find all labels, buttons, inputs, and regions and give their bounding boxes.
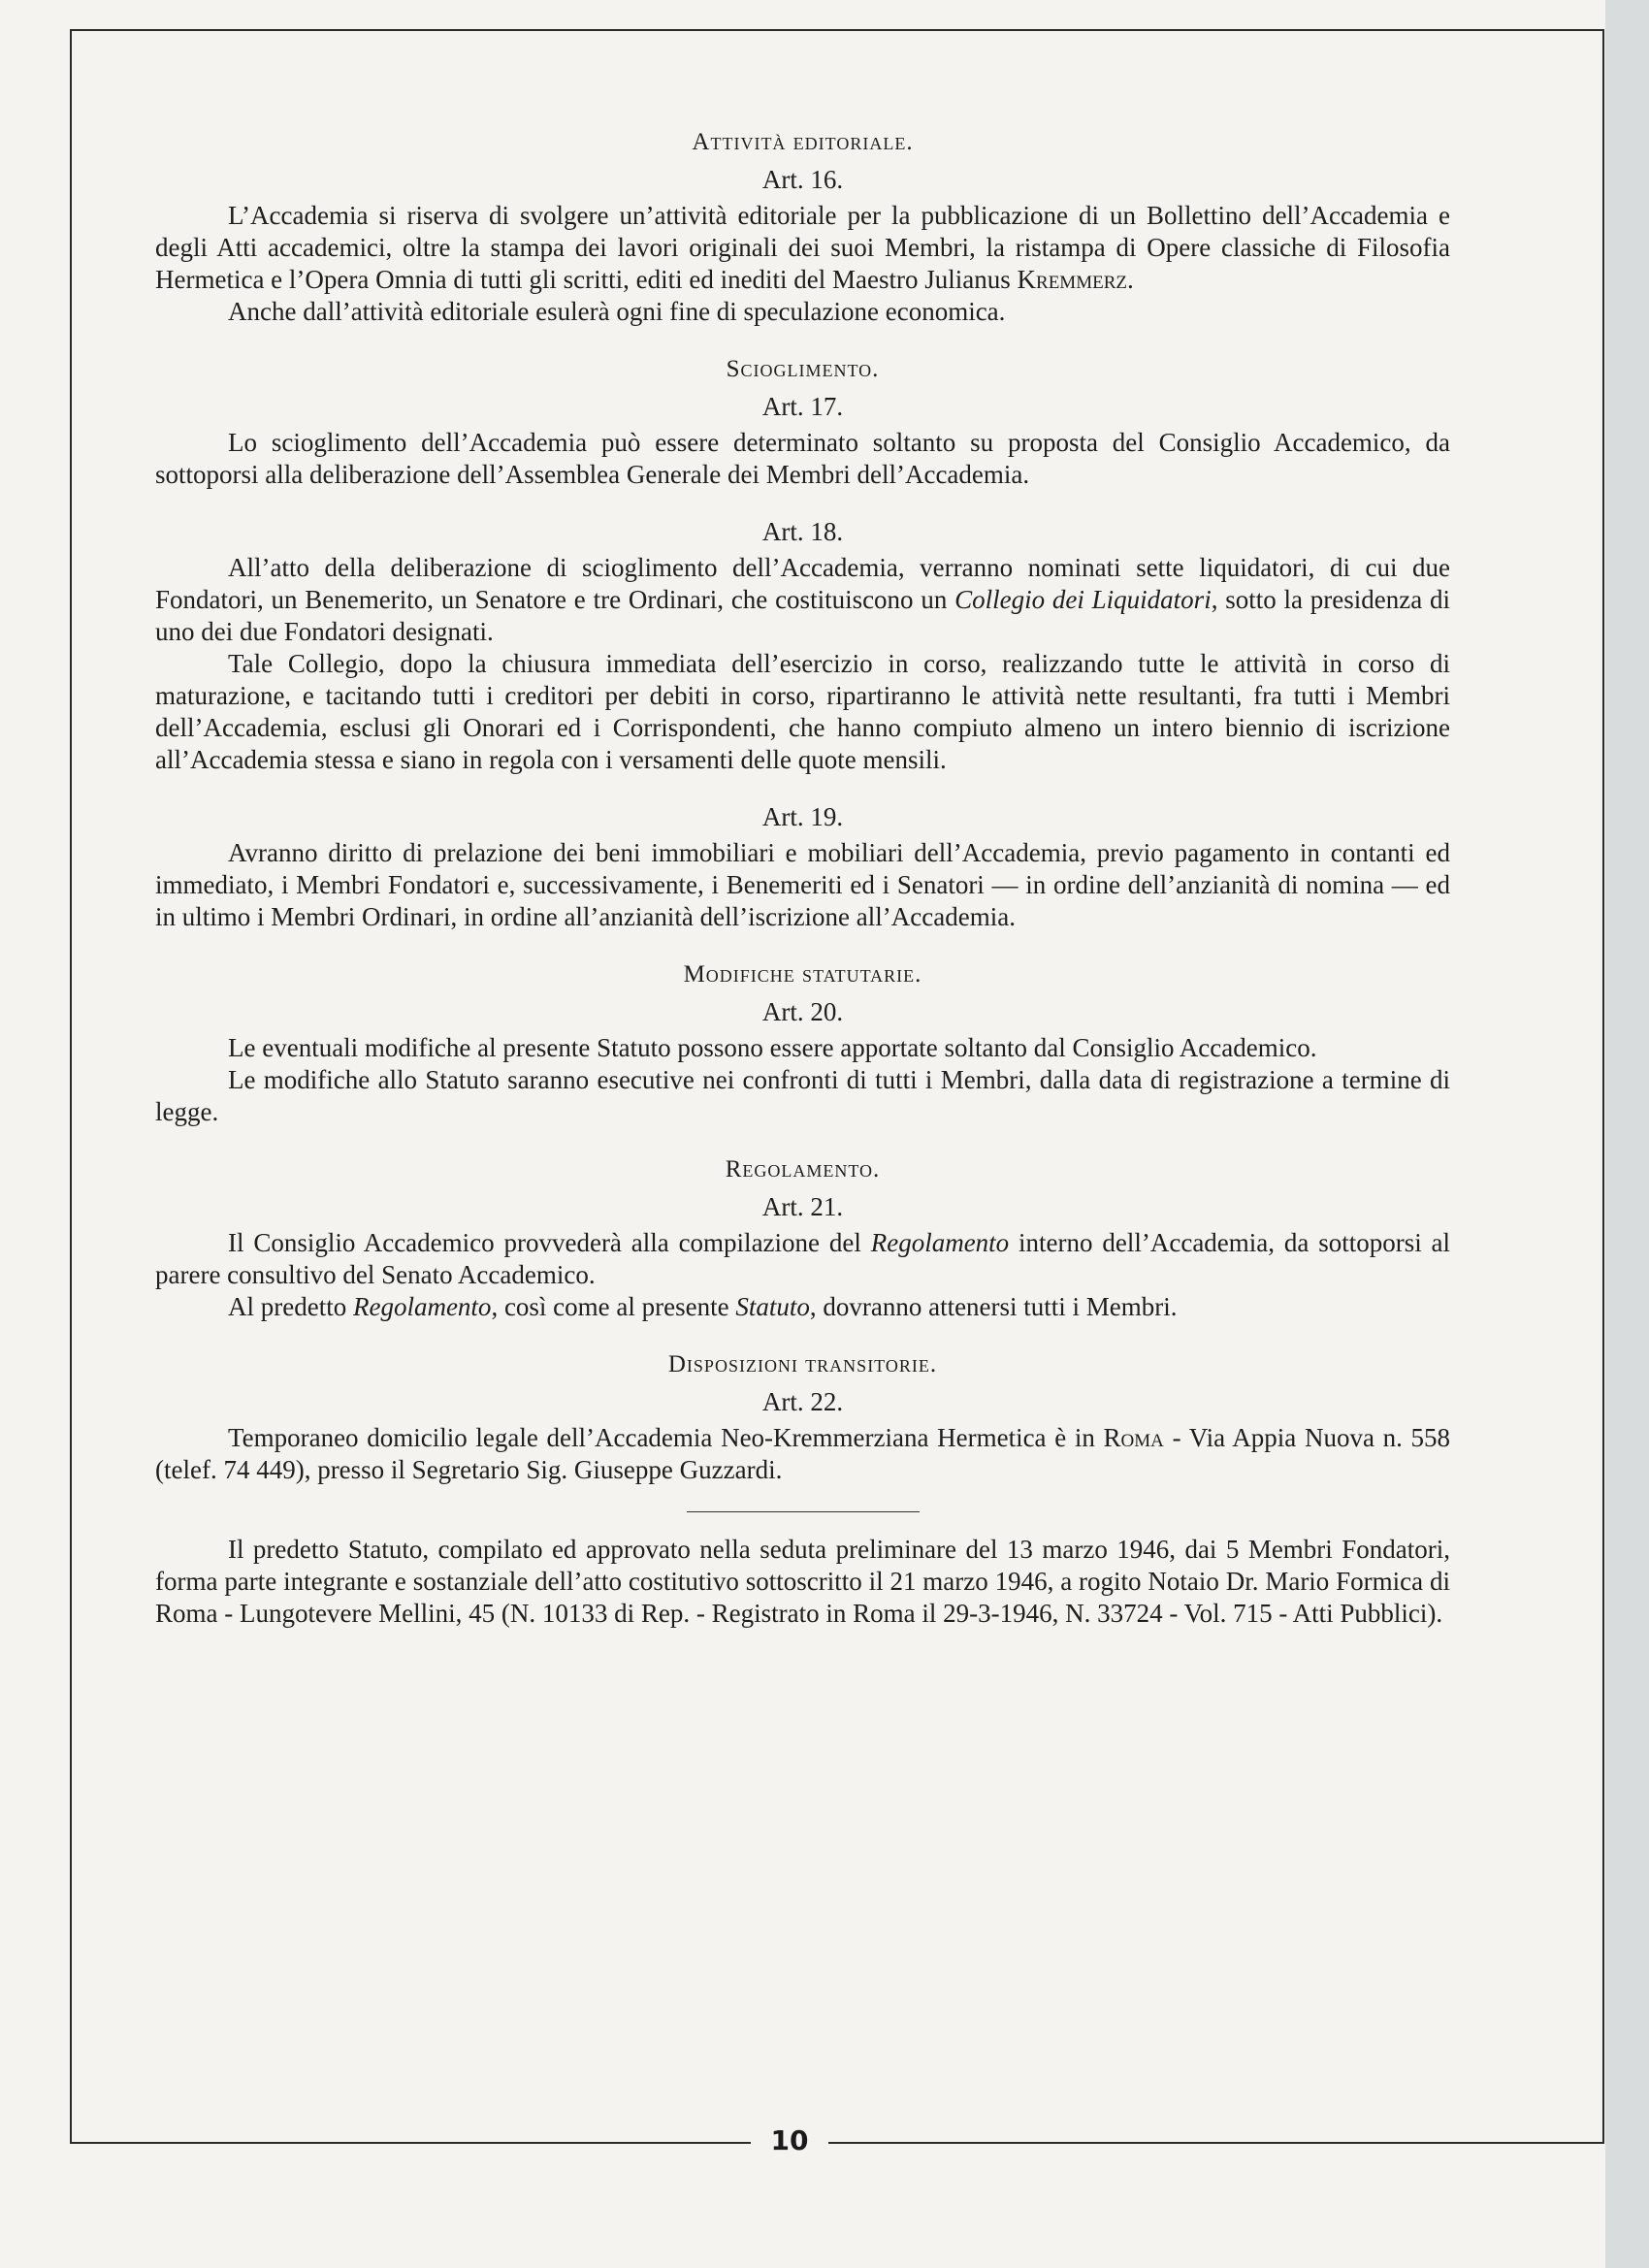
separator-rule — [687, 1511, 920, 1512]
paragraph-text: , così come al presente — [491, 1292, 729, 1321]
section-scioglimento — [155, 353, 1450, 491]
section-heading: Scioglimento. — [726, 356, 880, 382]
section-regolamento — [155, 1153, 1450, 1323]
article-heading: Art. 16. — [761, 165, 844, 194]
article-heading: Art. 19. — [761, 802, 844, 831]
paragraph-text: Temporaneo domicilio legale dell’Accademia Neo-Kremmerziana Hermetica è in — [228, 1423, 1095, 1452]
section-heading: Disposizioni transitorie. — [667, 1351, 938, 1377]
footer-rule-right — [828, 2142, 1602, 2144]
paragraph-text: - Via Appia Nuova n. 558 (telef. 74 449), presso il Segretario Sig. Giuseppe Guzzardi. — [155, 1423, 1451, 1484]
article-19 — [155, 801, 1450, 933]
paragraph-text: . — [1126, 265, 1134, 294]
article-heading: Art. 22. — [761, 1387, 844, 1416]
paragraph-text: interno dell’Accademia, da sottoporsi al parere consultivo del Senato Accademico. — [155, 1228, 1451, 1289]
paragraph-text: L’Accademia si riserva di svolgere un’attività editoriale per la pubblicazione di un Bollettino dell’Accademia e degli Atti accademici, oltre la stampa dei lavori originali dei suoi Membri, la ristampa di Opere classiche di Filosofia Hermetica e l’Opera Omnia di tutti gli scritti, editi ed inediti del Maestro Julianus — [155, 201, 1450, 294]
section-attivita — [155, 126, 1450, 328]
article-paragraph: Le eventuali modifiche al presente Statuto possono essere apportate soltanto dal Consiglio Accademico. — [228, 1033, 1317, 1062]
emphasis-text: Regolamento — [870, 1228, 1010, 1257]
paragraph-text: Il Consiglio Accademico provvederà alla compilazione del — [228, 1228, 861, 1257]
emphasis-text: Collegio dei Liquidatori — [954, 585, 1212, 614]
footer-rule-left — [70, 2142, 751, 2144]
emphasis-text: Regolamento — [352, 1292, 492, 1321]
paragraph-text: All’atto della deliberazione di scioglimento dell’Accademia, verranno nominati sette liquidatori, di cui due Fondatori, un Benemerito, un Senatore e tre Ordinari, che costituiscono un — [155, 553, 1450, 614]
article-heading: Art. 17. — [761, 392, 844, 421]
article-paragraph — [155, 1422, 1450, 1486]
article-heading: Art. 21. — [761, 1192, 844, 1221]
section-heading: Attività editoriale. — [692, 129, 914, 155]
article-heading: Art. 20. — [761, 997, 844, 1026]
paragraph-text: , dovranno attenersi tutti i Membri. — [809, 1292, 1178, 1321]
article-paragraph — [155, 200, 1450, 296]
article-18 — [155, 516, 1450, 776]
article-paragraph — [155, 552, 1450, 648]
article-paragraph: Avranno diritto di prelazione dei beni immobiliari e mobiliari dell’Accademia, previo pagamento in contanti ed immediato, i Membri Fondatori e, successivamente, i Benemeriti ed i Senatori — in ordine dell’anzianità di nomina — ed in ultimo i Membri Ordinari, in ordine all’anzianità dell’iscrizione all’Accademia. — [155, 838, 1450, 931]
section-transitorie — [155, 1348, 1450, 1486]
article-paragraph: Le modifiche allo Statuto saranno esecutive nei confronti di tutti i Membri, dalla data di registrazione a termine di legge. — [155, 1065, 1450, 1126]
article-paragraph: Anche dall’attività editoriale esulerà ogni fine di speculazione economica. — [228, 297, 1006, 326]
emphasis-text: Statuto — [735, 1292, 810, 1321]
statute-text — [155, 126, 1450, 1630]
paragraph-text: Al predetto — [228, 1292, 347, 1321]
section-heading: Modifiche statutarie. — [683, 961, 922, 988]
article-paragraph: Lo scioglimento dell’Accademia può essere determinato soltanto su proposta del Consiglio Accademico, da sottoporsi alla deliberazione dell’Assemblea Generale dei Membri dell’Accademia. — [155, 428, 1450, 489]
article-paragraph: Tale Collegio, dopo la chiusura immediata dell’esercizio in corso, realizzando tutte le attività in corso di maturazione, e tacitando tutti i creditori per debiti in corso, ripartiranno le attività nette resultanti, fra tutti i Membri dell’Accademia, esclusi gli Onorari ed i Corrispondenti, che hanno compiuto almeno un intero biennio di iscrizione all’Accademia stessa e siano in regola con i versamenti delle quote mensili. — [155, 649, 1450, 774]
article-paragraph — [155, 1227, 1450, 1291]
article-paragraph — [155, 1291, 1450, 1323]
author-name: Kremmerz — [1017, 265, 1127, 294]
section-modifiche — [155, 958, 1450, 1128]
section-heading: Regolamento. — [725, 1156, 881, 1183]
city-name: Roma — [1103, 1423, 1164, 1452]
closing-paragraph: Il predetto Statuto, compilato ed approvato nella seduta preliminare del 13 marzo 1946, dai 5 Membri Fondatori, forma parte integrante e sostanziale dell’atto costitutivo sottoscritto il 21 marzo 1946, a rogito Notaio Dr. Mario Formica di Roma - Lungotevere Mellini, 45 (N. 10133 di Rep. - Registrato in Roma il 29-3-1946, N. 33724 - Vol. 715 - Atti Pubblici). — [155, 1535, 1450, 1628]
page-number: 10 — [770, 2124, 809, 2156]
paragraph-text: , sotto la presidenza di uno dei due Fondatori designati. — [155, 585, 1451, 646]
article-heading: Art. 18. — [761, 517, 844, 546]
